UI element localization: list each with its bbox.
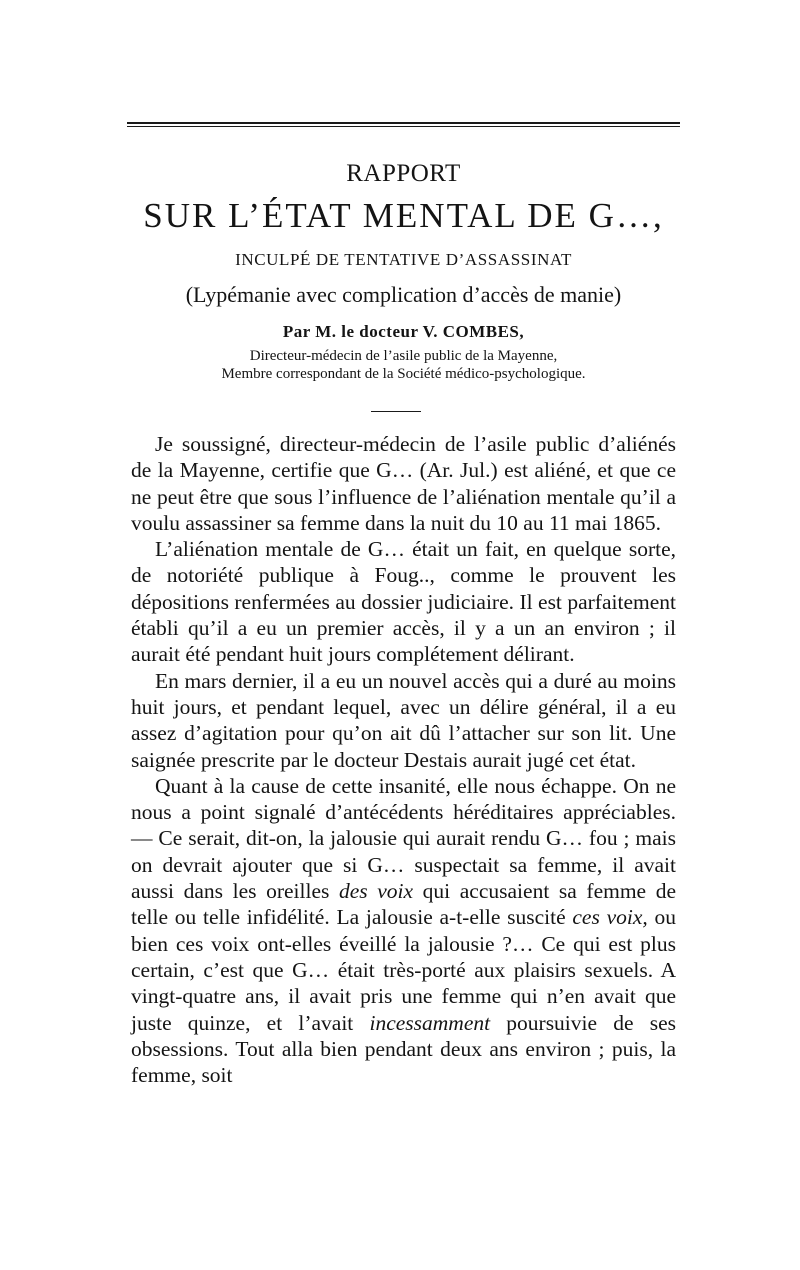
top-rule (127, 122, 680, 127)
report-body (131, 431, 676, 1088)
paragraph-4-text-g: poursuivie de ses obsessions. Tout alla bien pendant deux ans environ ; puis, la femme, soit (131, 1010, 676, 1088)
paragraph-4 (131, 773, 676, 1089)
diagnosis-line: (Lypémanie avec complication d’accès de manie) (185, 282, 622, 307)
title-line-2: SUR L’ÉTAT MENTAL DE G…, (143, 196, 664, 235)
title-line-1: RAPPORT (346, 160, 461, 187)
subtitle: INCULPÉ DE TENTATIVE D’ASSASSINAT (235, 250, 572, 269)
paragraph-4-text-c: qui accusaient sa femme de telle ou telle infidélité. La jalousie a-t-elle suscité (131, 879, 676, 930)
paragraph-4-emphasis-these-voices: ces voix, (572, 905, 648, 930)
paragraph-3: En mars dernier, il a eu un nouvel accès qui a duré au moins huit jours, et pendant lequel, avec un délire général, il a eu assez d’agitation pour qu’on ait dû l’attacher sur son lit. Une saignée prescrite par le docteur Destais aurait jugé cet état. (131, 668, 676, 772)
paragraph-4-emphasis-incessantly: incessamment (369, 1010, 491, 1035)
paragraph-4-emphasis-voices: des voix (339, 879, 414, 904)
author-line: Par M. le docteur V. COMBES, (282, 322, 525, 341)
section-separator (371, 411, 421, 412)
paragraph-4-text-e: ou bien ces voix ont-elles éveillé la jalousie ?… Ce qui est plus certain, c’est que G… était très-porté aux plaisirs sexuels. A vingt-quatre ans, il avait pris une femme qui n’en avait que juste quinze, et l’avait (131, 905, 677, 1035)
paragraph-2: L’aliénation mentale de G… était un fait, en quelque sorte, de notoriété publique à Foug.., comme le prouvent les dépositions renfermées au dossier judiciaire. Il est parfaitement établi qu’il a eu un premier accès, il y a un an environ ; il aurait été pendant huit jours complétement délirant. (131, 537, 676, 667)
paragraph-4-text-a: Quant à la cause de cette insanité, elle nous échappe. On ne nous a point signalé d’antécédents héréditaires appréciables. — Ce serait, dit-on, la jalousie qui aurait rendu G… fou ; mais on devrait ajouter que si G… suspectait sa femme, il avait aussi dans les oreilles (131, 773, 676, 904)
affiliation-line-1: Directeur-médecin de l’asile public de la Mayenne, (249, 348, 558, 364)
affiliation-line-2: Membre correspondant de la Société médico-psychologique. (221, 366, 586, 382)
paragraph-1: Je soussigné, directeur-médecin de l’asile public d’aliénés de la Mayenne, certifie que G… (Ar. Jul.) est aliéné, et que ce ne peut être que sous l’influence de l’aliénation mentale qu’il a voulu assassiner sa femme dans la nuit du 10 au 11 mai 1865. (131, 432, 676, 535)
